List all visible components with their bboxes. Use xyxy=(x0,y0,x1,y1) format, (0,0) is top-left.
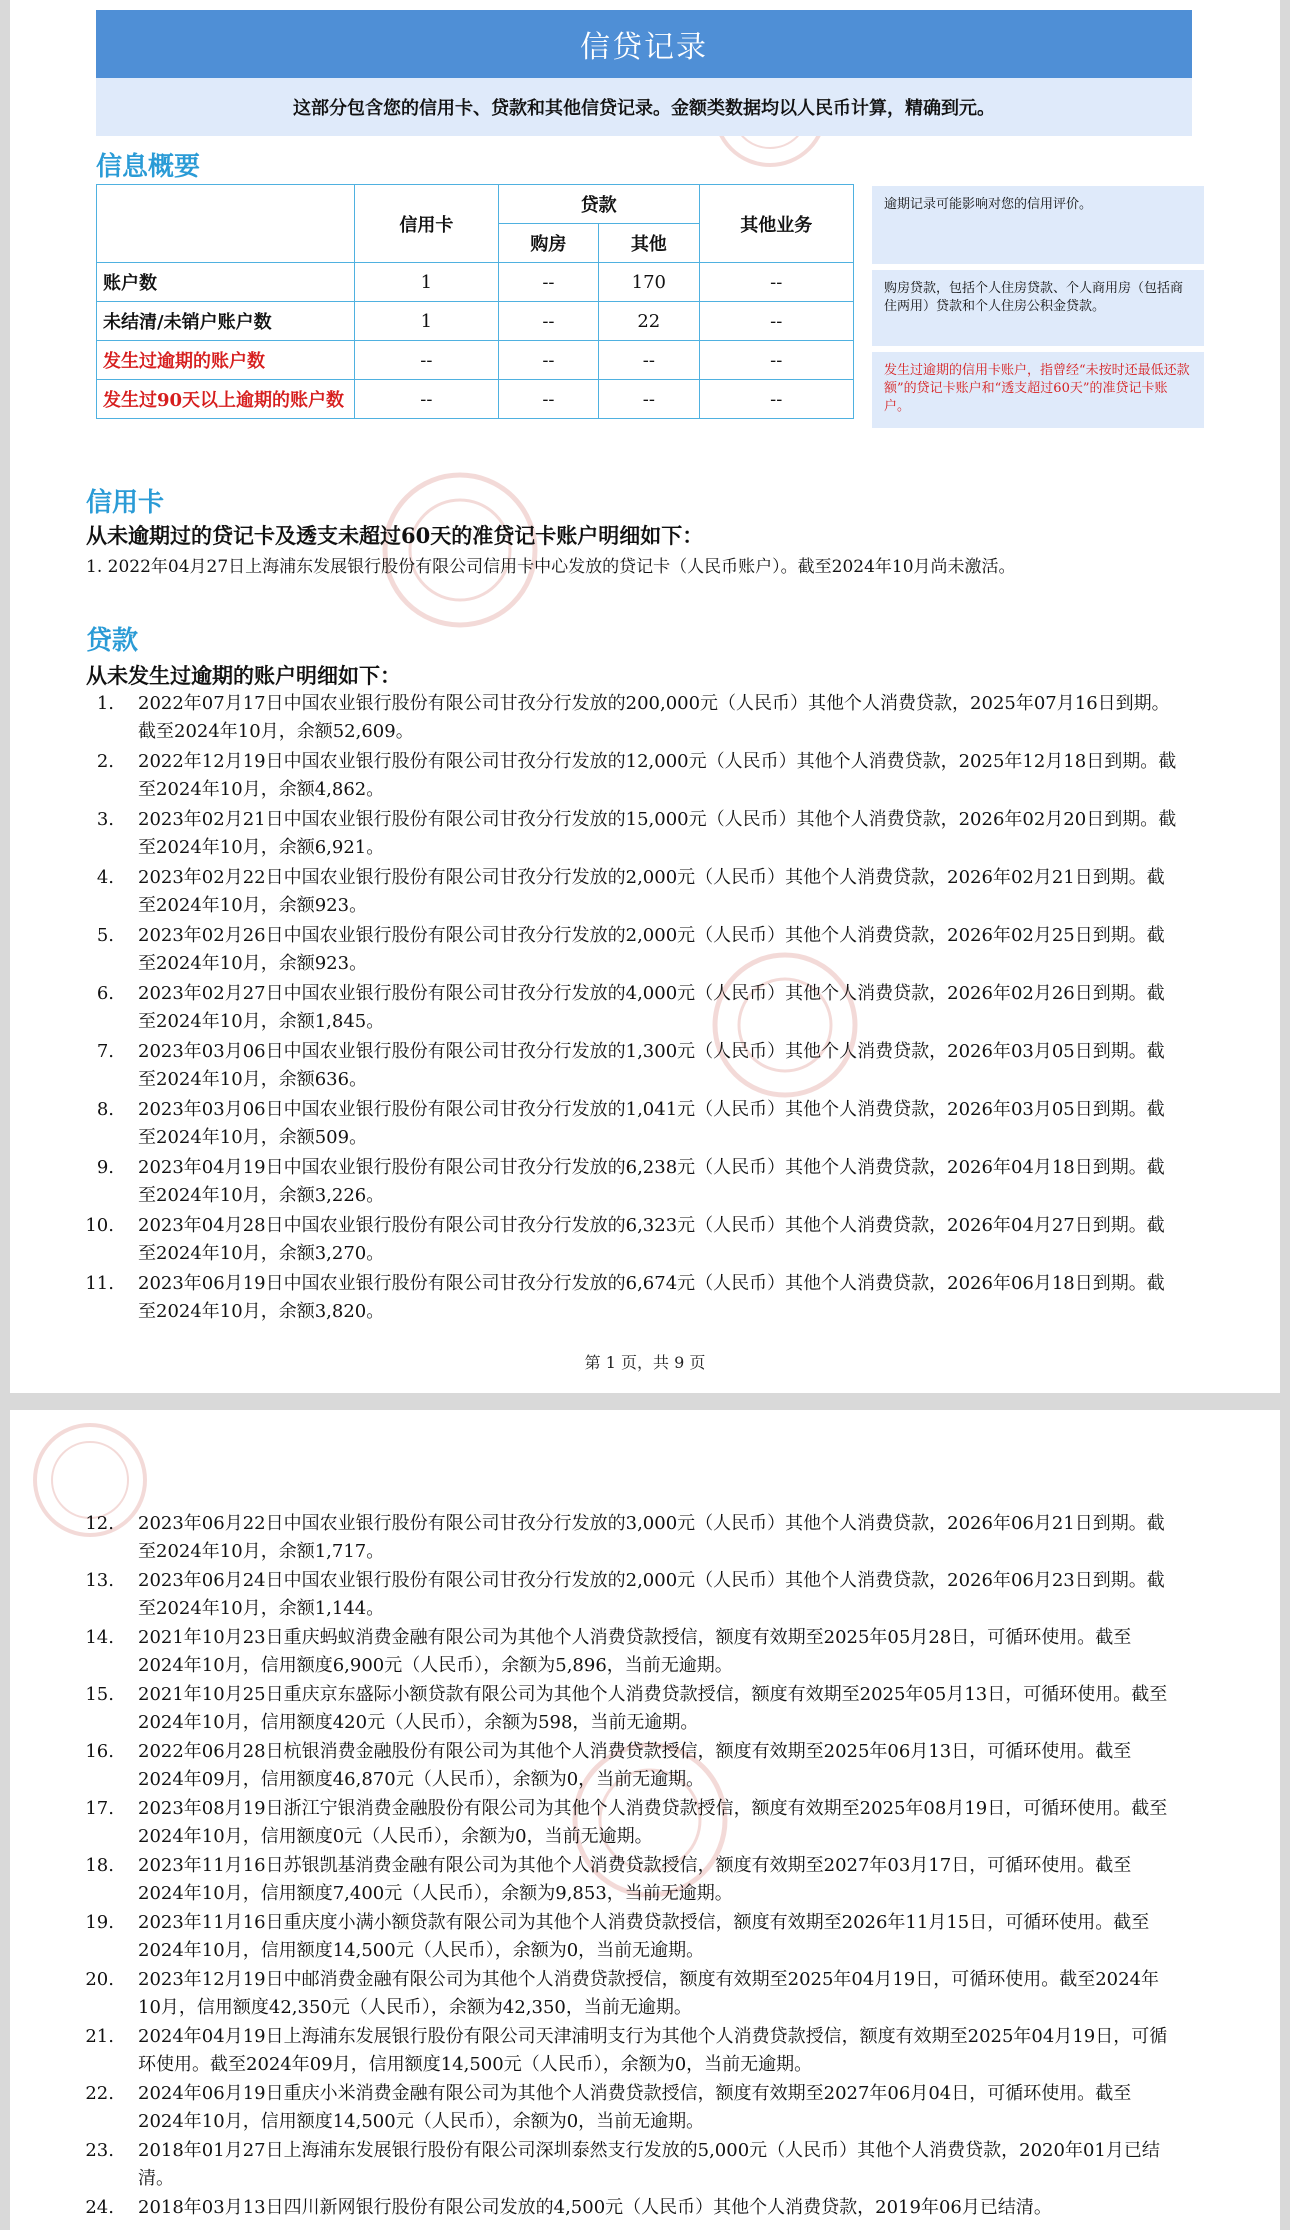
list-item-line: 至2024年10月，余额636。 xyxy=(138,1069,368,1090)
section-title-bar: 信贷记录 xyxy=(96,10,1192,78)
cell-housing: -- xyxy=(498,263,598,302)
col-credit-card: 信用卡 xyxy=(355,185,499,263)
overview-table xyxy=(96,184,854,419)
list-item-number: 18. xyxy=(85,1855,114,1876)
list-item-line: 2023年06月19日中国农业银行股份有限公司甘孜分行发放的6,674元（人民币）其他个人消费贷款，2026年06月18日到期。截 xyxy=(138,1273,1165,1294)
table-row xyxy=(97,341,854,380)
list-item-text xyxy=(138,1038,1258,1094)
list-item-number: 5. xyxy=(96,925,114,946)
list-item-line: 2024年10月，信用额度14,500元（人民币），余额为0，当前无逾期。 xyxy=(138,2111,705,2132)
list-item-line: 2023年04月28日中国农业银行股份有限公司甘孜分行发放的6,323元（人民币）其他个人消费贷款，2026年04月27日到期。截 xyxy=(138,1215,1165,1236)
section-note: 这部分包含您的信用卡、贷款和其他信贷记录。金额类数据均以人民币计算，精确到元。 xyxy=(96,78,1192,136)
list-item-number: 8. xyxy=(96,1099,114,1120)
list-item-number: 12. xyxy=(85,1513,114,1534)
cell-other-business: -- xyxy=(699,341,853,380)
list-item-number: 13. xyxy=(85,1570,114,1591)
list-item-number: 19. xyxy=(85,1912,114,1933)
watermark-stamp xyxy=(380,470,540,630)
list-item-line: 2023年02月22日中国农业银行股份有限公司甘孜分行发放的2,000元（人民币）其他个人消费贷款，2026年02月21日到期。截 xyxy=(138,867,1165,888)
list-item-text xyxy=(138,1624,1258,1680)
list-item-text xyxy=(138,690,1258,746)
row-label: 账户数 xyxy=(97,263,355,302)
list-item-number: 15. xyxy=(85,1684,114,1705)
credit-card-subhead: 从未逾期过的贷记卡及透支未超过60天的准贷记卡账户明细如下： xyxy=(86,523,704,548)
list-item-text xyxy=(138,1270,1258,1326)
list-item-text xyxy=(138,748,1258,804)
list-item-line: 至2024年10月，余额6,921。 xyxy=(138,837,385,858)
list-item-number: 4. xyxy=(96,867,114,888)
list-item-text xyxy=(138,2023,1258,2079)
list-item-number: 7. xyxy=(96,1041,114,1062)
list-item-line: 2018年03月13日四川新网银行股份有限公司发放的4,500元（人民币）其他个人消费贷款，2019年06月已结清。 xyxy=(138,2197,1052,2218)
list-item-number: 2. xyxy=(96,751,114,772)
loan-subhead: 从未发生过逾期的账户明细如下： xyxy=(86,663,401,688)
cell-other: 22 xyxy=(599,302,699,341)
list-item-number: 3. xyxy=(96,809,114,830)
row-label: 发生过90天以上逾期的账户数 xyxy=(97,380,355,419)
list-item-line: 2024年10月，信用额度6,900元（人民币），余额为5,896，当前无逾期。 xyxy=(138,1655,733,1676)
list-item-line: 10月，信用额度42,350元（人民币），余额为42,350，当前无逾期。 xyxy=(138,1997,692,2018)
cell-other: -- xyxy=(599,341,699,380)
list-item-line: 2024年10月，信用额度0元（人民币），余额为0，当前无逾期。 xyxy=(138,1826,653,1847)
list-item-text xyxy=(138,2194,1258,2222)
list-item-line: 截至2024年10月，余额52,609。 xyxy=(138,721,414,742)
list-item-text xyxy=(138,2137,1258,2193)
cell-credit-card: 1 xyxy=(355,263,499,302)
side-note-overdue-card: 发生过逾期的信用卡账户，指曾经“未按时还最低还款额”的贷记卡账户和“透支超过60天”的准贷记卡账户。 xyxy=(872,352,1204,428)
list-item-number: 22. xyxy=(85,2083,114,2104)
list-item-text xyxy=(138,1154,1258,1210)
list-item-text xyxy=(138,922,1258,978)
col-other-business: 其他业务 xyxy=(699,185,853,263)
list-item-number: 23. xyxy=(85,2140,114,2161)
list-item-line: 清。 xyxy=(138,2168,174,2189)
list-item-number: 6. xyxy=(96,983,114,1004)
list-item-line: 环使用。截至2024年09月，信用额度14,500元（人民币），余额为0，当前无逾期。 xyxy=(138,2054,813,2075)
list-item-text xyxy=(138,1510,1258,1566)
list-item-number: 14. xyxy=(85,1627,114,1648)
row-label: 发生过逾期的账户数 xyxy=(97,341,355,380)
list-item-line: 至2024年10月，余额923。 xyxy=(138,953,368,974)
list-item-line: 2022年12月19日中国农业银行股份有限公司甘孜分行发放的12,000元（人民币）其他个人消费贷款，2025年12月18日到期。截 xyxy=(138,751,1177,772)
credit-card-section-title: 信用卡 xyxy=(86,488,165,518)
list-item-number: 20. xyxy=(85,1969,114,1990)
list-item-line: 2024年04月19日上海浦东发展银行股份有限公司天津浦明支行为其他个人消费贷款授信，额度有效期至2025年04月19日，可循 xyxy=(138,2026,1168,2047)
list-item-line: 至2024年10月，余额3,270。 xyxy=(138,1243,385,1264)
row-label: 未结清/未销户账户数 xyxy=(97,302,355,341)
list-item-line: 至2024年10月，余额3,226。 xyxy=(138,1185,385,1206)
cell-other: 170 xyxy=(599,263,699,302)
list-item-number: 9. xyxy=(96,1157,114,1178)
list-item-line: 2023年11月16日重庆度小满小额贷款有限公司为其他个人消费贷款授信，额度有效期至2026年11月15日，可循环使用。截至 xyxy=(138,1912,1150,1933)
list-item-line: 2024年10月，信用额度420元（人民币），余额为598，当前无逾期。 xyxy=(138,1712,699,1733)
cell-other-business: -- xyxy=(699,263,853,302)
list-item-number: 10. xyxy=(85,1215,114,1236)
list-item-number: 24. xyxy=(85,2197,114,2218)
list-item-line: 2024年10月，信用额度7,400元（人民币），余额为9,853，当前无逾期。 xyxy=(138,1883,733,1904)
list-item-line: 2022年06月28日杭银消费金融股份有限公司为其他个人消费贷款授信，额度有效期至2025年06月13日，可循环使用。截至 xyxy=(138,1741,1132,1762)
loan-section-title: 贷款 xyxy=(86,626,139,656)
list-item-line: 2023年03月06日中国农业银行股份有限公司甘孜分行发放的1,300元（人民币）其他个人消费贷款，2026年03月05日到期。截 xyxy=(138,1041,1165,1062)
side-note-overdue: 逾期记录可能影响对您的信用评价。 xyxy=(872,186,1204,264)
list-item-number: 17. xyxy=(85,1798,114,1819)
list-item-line: 2023年04月19日中国农业银行股份有限公司甘孜分行发放的6,238元（人民币）其他个人消费贷款，2026年04月18日到期。截 xyxy=(138,1157,1165,1178)
list-item-line: 2023年02月26日中国农业银行股份有限公司甘孜分行发放的2,000元（人民币）其他个人消费贷款，2026年02月25日到期。截 xyxy=(138,925,1165,946)
cell-housing: -- xyxy=(498,302,598,341)
list-item-text xyxy=(138,1909,1258,1965)
list-item-line: 2023年03月06日中国农业银行股份有限公司甘孜分行发放的1,041元（人民币）其他个人消费贷款，2026年03月05日到期。截 xyxy=(138,1099,1165,1120)
list-item-line: 至2024年10月，余额1,717。 xyxy=(138,1541,385,1562)
cell-credit-card: -- xyxy=(355,380,499,419)
col-loan: 贷款 xyxy=(498,185,699,224)
page-indicator: 第 1 页，共 9 页 xyxy=(584,1353,706,1372)
list-item-text xyxy=(138,1567,1258,1623)
list-item-line: 至2024年10月，余额923。 xyxy=(138,895,368,916)
list-item-text xyxy=(138,2080,1258,2136)
cell-housing: -- xyxy=(498,341,598,380)
list-item-line: 2023年12月19日中邮消费金融有限公司为其他个人消费贷款授信，额度有效期至2025年04月19日，可循环使用。截至2024年 xyxy=(138,1969,1160,1990)
report-page-1 xyxy=(10,0,1280,1393)
list-item-line: 2021年10月25日重庆京东盛际小额贷款有限公司为其他个人消费贷款授信，额度有效期至2025年05月13日，可循环使用。截至 xyxy=(138,1684,1168,1705)
table-row xyxy=(97,380,854,419)
list-item-number: 16. xyxy=(85,1741,114,1762)
list-item-text xyxy=(138,1966,1258,2022)
col-loan-other: 其他 xyxy=(599,224,699,263)
side-note-housing: 购房贷款，包括个人住房贷款、个人商用房（包括商住两用）贷款和个人住房公积金贷款。 xyxy=(872,270,1204,346)
credit-card-item: 1. 2022年04月27日上海浦东发展银行股份有限公司信用卡中心发放的贷记卡（人民币账户）。截至2024年10月尚未激活。 xyxy=(86,557,1016,577)
overview-title: 信息概要 xyxy=(96,152,201,182)
list-item-line: 2024年09月，信用额度46,870元（人民币），余额为0，当前无逾期。 xyxy=(138,1769,705,1790)
list-item-line: 2023年06月22日中国农业银行股份有限公司甘孜分行发放的3,000元（人民币）其他个人消费贷款，2026年06月21日到期。截 xyxy=(138,1513,1165,1534)
list-item-line: 2021年10月23日重庆蚂蚁消费金融有限公司为其他个人消费贷款授信，额度有效期至2025年05月28日，可循环使用。截至 xyxy=(138,1627,1132,1648)
report-page-2 xyxy=(10,1410,1280,2230)
list-item-text xyxy=(138,1795,1258,1851)
list-item-line: 2023年02月27日中国农业银行股份有限公司甘孜分行发放的4,000元（人民币）其他个人消费贷款，2026年02月26日到期。截 xyxy=(138,983,1165,1004)
list-item-number: 11. xyxy=(85,1273,114,1294)
cell-credit-card: -- xyxy=(355,341,499,380)
list-item-text xyxy=(138,864,1258,920)
list-item-line: 2024年06月19日重庆小米消费金融有限公司为其他个人消费贷款授信，额度有效期至2027年06月04日，可循环使用。截至 xyxy=(138,2083,1132,2104)
list-item-line: 2023年08月19日浙江宁银消费金融股份有限公司为其他个人消费贷款授信，额度有效期至2025年08月19日，可循环使用。截至 xyxy=(138,1798,1168,1819)
list-item-line: 2023年02月21日中国农业银行股份有限公司甘孜分行发放的15,000元（人民币）其他个人消费贷款，2026年02月20日到期。截 xyxy=(138,809,1177,830)
cell-housing: -- xyxy=(498,380,598,419)
table-corner xyxy=(97,185,355,263)
list-item-line: 2024年10月，信用额度14,500元（人民币），余额为0，当前无逾期。 xyxy=(138,1940,705,1961)
list-item-number: 1. xyxy=(96,693,114,714)
cell-other: -- xyxy=(599,380,699,419)
list-item-text xyxy=(138,1681,1258,1737)
list-item-line: 2018年01月27日上海浦东发展银行股份有限公司深圳泰然支行发放的5,000元（人民币）其他个人消费贷款，2020年01月已结 xyxy=(138,2140,1160,2161)
list-item-text xyxy=(138,1852,1258,1908)
list-item-line: 2023年11月16日苏银凯基消费金融有限公司为其他个人消费贷款授信，额度有效期至2027年03月17日，可循环使用。截至 xyxy=(138,1855,1132,1876)
list-item-line: 至2024年10月，余额1,845。 xyxy=(138,1011,385,1032)
table-row xyxy=(97,263,854,302)
list-item-line: 至2024年10月，余额3,820。 xyxy=(138,1301,385,1322)
cell-credit-card: 1 xyxy=(355,302,499,341)
list-item-text xyxy=(138,980,1258,1036)
cell-other-business: -- xyxy=(699,380,853,419)
list-item-number: 21. xyxy=(85,2026,114,2047)
list-item-text xyxy=(138,1738,1258,1794)
list-item-line: 2022年07月17日中国农业银行股份有限公司甘孜分行发放的200,000元（人民币）其他个人消费贷款，2025年07月16日到期。 xyxy=(138,693,1170,714)
list-item-line: 2023年06月24日中国农业银行股份有限公司甘孜分行发放的2,000元（人民币）其他个人消费贷款，2026年06月23日到期。截 xyxy=(138,1570,1165,1591)
list-item-line: 至2024年10月，余额509。 xyxy=(138,1127,368,1148)
cell-other-business: -- xyxy=(699,302,853,341)
table-row xyxy=(97,302,854,341)
list-item-text xyxy=(138,806,1258,862)
list-item-text xyxy=(138,1212,1258,1268)
list-item-text xyxy=(138,1096,1258,1152)
list-item-line: 至2024年10月，余额1,144。 xyxy=(138,1598,385,1619)
col-loan-housing: 购房 xyxy=(498,224,598,263)
list-item-line: 至2024年10月，余额4,862。 xyxy=(138,779,385,800)
